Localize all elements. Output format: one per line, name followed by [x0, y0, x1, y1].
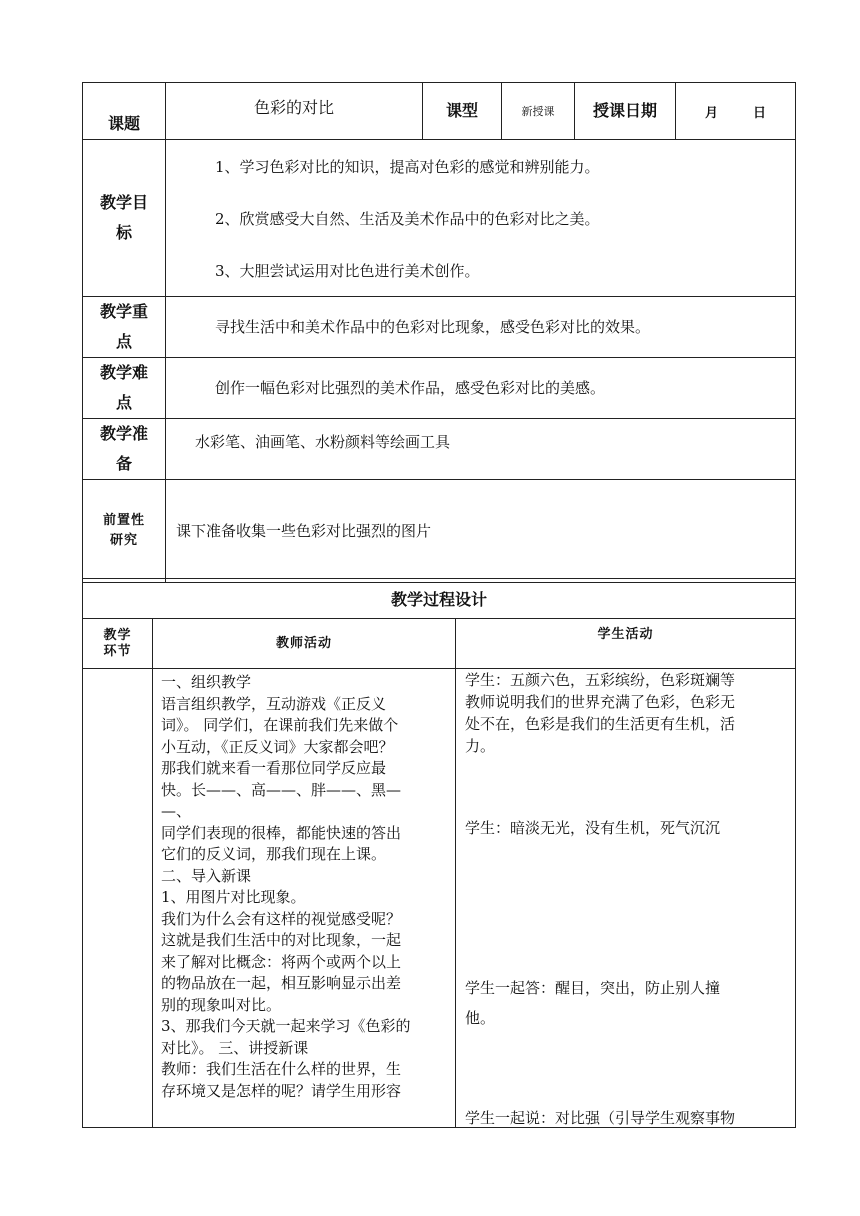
col-teacher-header — [153, 619, 456, 669]
topic-label-text: 课题 — [107, 114, 140, 133]
teacher-line: 语言组织教学，互动游戏《正反义 — [161, 694, 387, 713]
objective-item-2: 2、欣赏感受大自然、生活及美术作品中的色彩对比之美。 — [215, 210, 600, 228]
objective-item-1: 1、学习色彩对比的知识，提高对色彩的感觉和辨别能力。 — [215, 158, 600, 176]
teacher-line: 一、组织教学 — [161, 673, 252, 691]
date-value — [676, 83, 796, 140]
key-points-label-text: 教学重点 — [99, 302, 148, 351]
teacher-line: 存环境又是怎样的呢？请学生用形容 — [161, 1081, 402, 1100]
pre-research-text: 课下准备收集一些色彩对比强烈的图片 — [176, 522, 432, 540]
type-value — [502, 83, 575, 140]
teacher-line: 这就是我们生活中的对比现象，一起 — [161, 931, 402, 949]
objectives-label — [83, 140, 166, 297]
teacher-line: 小互动，《正反义词》大家都会吧？ — [161, 737, 394, 756]
preparation-label-text: 教学准备 — [99, 424, 148, 473]
teacher-line: 词》。 同学们，在课前我们先来做个 — [161, 716, 399, 734]
teacher-line: 3、那我们今天就一起来学习《色彩的 — [161, 1017, 411, 1035]
topic-label — [83, 83, 166, 140]
teacher-line: 那我们就来看一看那位同学反应最 — [161, 759, 387, 777]
topic-value-text: 色彩的对比 — [253, 98, 334, 117]
objectives-label-text: 教学目标 — [99, 193, 148, 242]
pre-research-label — [83, 480, 166, 583]
teacher-line: 别的现象叫对比。 — [161, 995, 282, 1014]
col-stage-header — [83, 619, 153, 669]
date-day: 日 — [753, 105, 767, 121]
student-line: 学生：暗淡无光，没有生机，死气沉沉 — [465, 819, 721, 837]
process-table — [82, 578, 796, 1128]
teacher-line: 同学们表现的很棒，都能快速的答出 — [161, 823, 402, 842]
date-label — [575, 83, 676, 140]
process-title-text: 教学过程设计 — [391, 590, 488, 609]
teacher-line: 它们的反义词，那我们现在上课。 — [161, 845, 387, 863]
teacher-line: 二、导入新课 — [161, 866, 252, 885]
student-line: 他。 — [465, 1009, 496, 1027]
student-activity-block — [465, 817, 791, 839]
teacher-line: 我们为什么会有这样的视觉感受呢？ — [161, 909, 402, 928]
objective-item-3: 3、大胆尝试运用对比色进行美术创作。 — [215, 262, 480, 280]
student-activity-block — [465, 1107, 791, 1129]
objectives-content — [166, 140, 796, 297]
teacher-line: 的物品放在一起，相互影响显示出差 — [161, 974, 402, 992]
student-line: 处不在，色彩是我们的生活更有生机，活 — [465, 715, 736, 733]
teacher-activity — [153, 669, 456, 1128]
stage-cell — [83, 669, 153, 1128]
pre-research-content — [166, 480, 796, 583]
type-value-text: 新授课 — [521, 105, 555, 118]
student-activity — [456, 669, 796, 1128]
date-label-text: 授课日期 — [592, 101, 657, 120]
teacher-line: 快。长——、高——、胖——、黑— — [161, 780, 402, 799]
student-line: 学生：五颜六色，五彩缤纷，色彩斑斓等 — [465, 671, 736, 689]
teacher-line: 对比》。 三、讲授新课 — [161, 1038, 309, 1057]
student-activity-block — [465, 669, 791, 757]
topic-value — [166, 83, 423, 140]
difficulties-text: 创作一幅色彩对比强烈的美术作品，感受色彩对比的美感。 — [215, 379, 606, 397]
student-line: 力。 — [465, 737, 496, 755]
col-student-header-text: 学生活动 — [597, 627, 654, 642]
key-points-label — [83, 297, 166, 358]
difficulties-content — [166, 358, 796, 419]
key-points-content — [166, 297, 796, 358]
preparation-text: 水彩笔、油画笔、水粉颜料等绘画工具 — [195, 433, 451, 451]
student-activity-block — [465, 973, 791, 1033]
key-points-text: 寻找生活中和美术作品中的色彩对比现象，感受色彩对比的效果。 — [215, 318, 651, 336]
preparation-label — [83, 419, 166, 480]
col-stage-header-text: 教学环节 — [103, 627, 132, 659]
date-month: 月 — [704, 105, 718, 121]
teacher-line: 1、用图片对比现象。 — [161, 888, 306, 906]
difficulties-label — [83, 358, 166, 419]
teacher-line: —、 — [161, 802, 192, 820]
col-student-header — [456, 619, 796, 669]
student-line: 教师说明我们的世界充满了色彩，色彩无 — [465, 693, 736, 711]
type-label — [423, 83, 502, 140]
col-teacher-header-text: 教师活动 — [275, 635, 332, 651]
student-line: 学生一起说：对比强（引导学生观察事物 — [465, 1109, 736, 1127]
type-label-text: 课型 — [445, 101, 478, 120]
lesson-header-table — [82, 82, 796, 583]
teacher-line: 教师：我们生活在什么样的世界，生 — [161, 1060, 402, 1078]
student-line: 学生一起答：醒目，突出，防止别人撞 — [465, 979, 721, 997]
teacher-activity-lines — [161, 672, 449, 1102]
teacher-line: 来了解对比概念：将两个或两个以上 — [161, 952, 402, 971]
pre-research-label-text: 前置性研究 — [102, 513, 145, 548]
preparation-content — [166, 419, 796, 480]
process-title — [83, 579, 796, 619]
difficulties-label-text: 教学难点 — [99, 363, 148, 412]
student-activity-blocks — [456, 669, 795, 1127]
